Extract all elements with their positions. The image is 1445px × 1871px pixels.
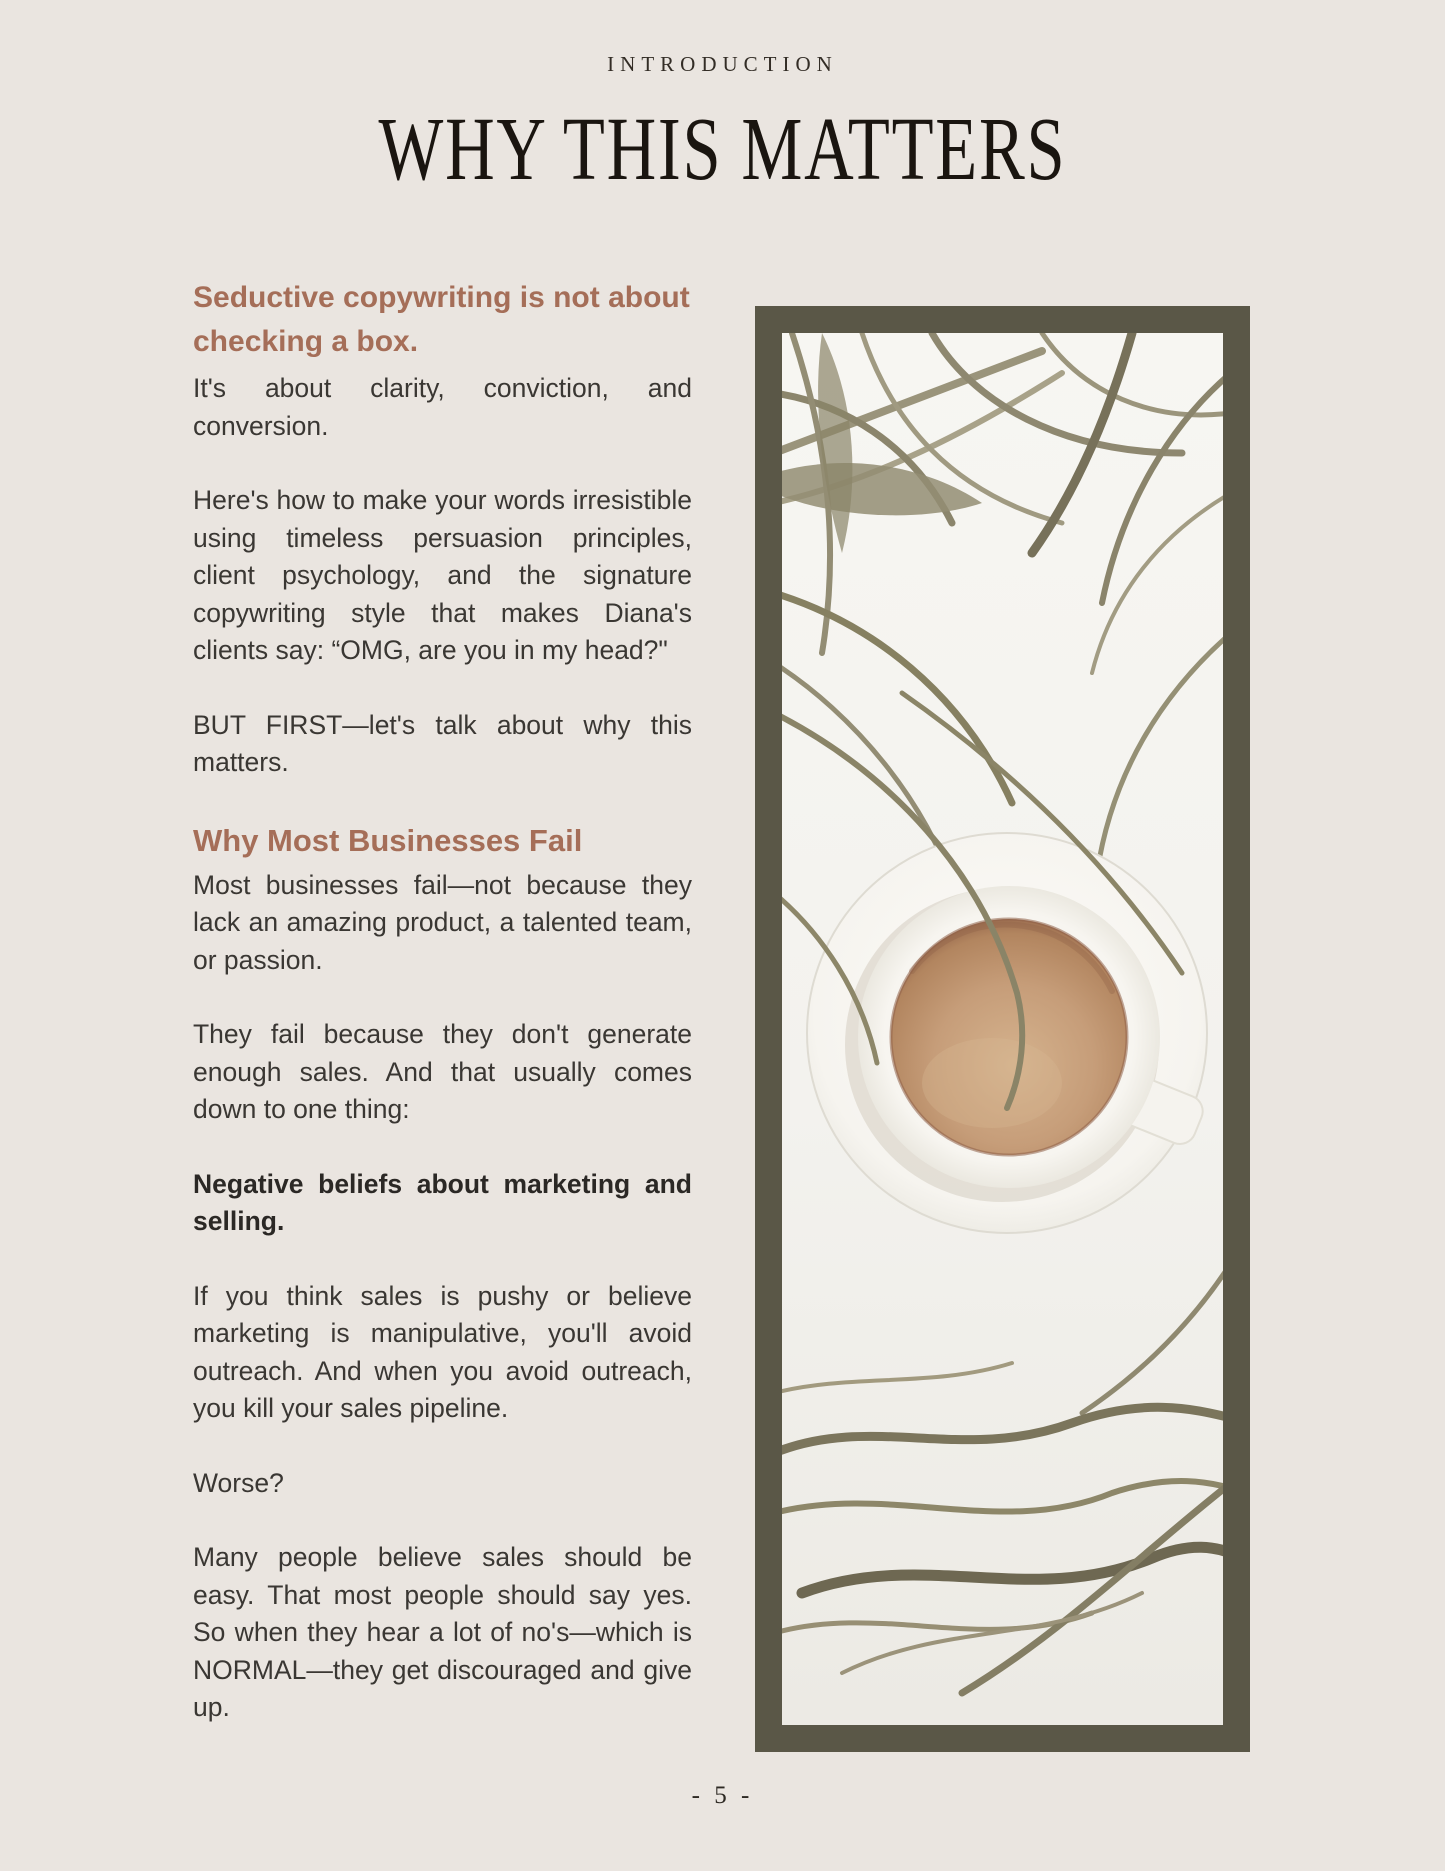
paragraph-negative-beliefs: Negative beliefs about marketing and selling. <box>193 1168 692 1236</box>
coffee-and-dried-leaves-photo <box>782 333 1223 1725</box>
sub-heading-why-businesses-fail: Why Most Businesses Fail <box>193 822 583 858</box>
paragraph-intro: It's about clarity, conviction, and conversion. <box>193 373 692 441</box>
section-eyebrow: INTRODUCTION <box>607 52 838 76</box>
paragraph-but-first: BUT FIRST—let's talk about why this matters. <box>193 709 692 777</box>
paragraph-fail-reason: Most businesses fail—not because they lack an amazing product, a talented team, or passion. <box>193 869 692 975</box>
paragraph-give-up: Many people believe sales should be easy. That most people should say yes. So when they hear a lot of no's—which is NORMAL—they get discouraged and give up. <box>193 1542 692 1722</box>
paragraph-promise: Here's how to make your words irresistible using timeless persuasion principles, client psychology, and the signature copywriting style that makes Diana's clients say: “OMG, are you in my head?" <box>193 485 692 665</box>
paragraph-worse: Worse? <box>193 1467 284 1498</box>
paragraph-pushy: If you think sales is pushy or believe marketing is manipulative, you'll avoid outreach. And when you avoid outreach, you kill your sales pipeline. <box>193 1280 692 1423</box>
body-text-column <box>193 276 692 1727</box>
framed-photo <box>755 306 1250 1752</box>
page-number: - 5 - <box>691 1782 754 1809</box>
lead-heading: Seductive copywriting is not about checking a box. <box>193 281 690 358</box>
page-title: WHY THIS MATTERS <box>378 97 1067 199</box>
paragraph-no-sales: They fail because they don't generate enough sales. And that usually comes down to one thing: <box>193 1019 692 1124</box>
